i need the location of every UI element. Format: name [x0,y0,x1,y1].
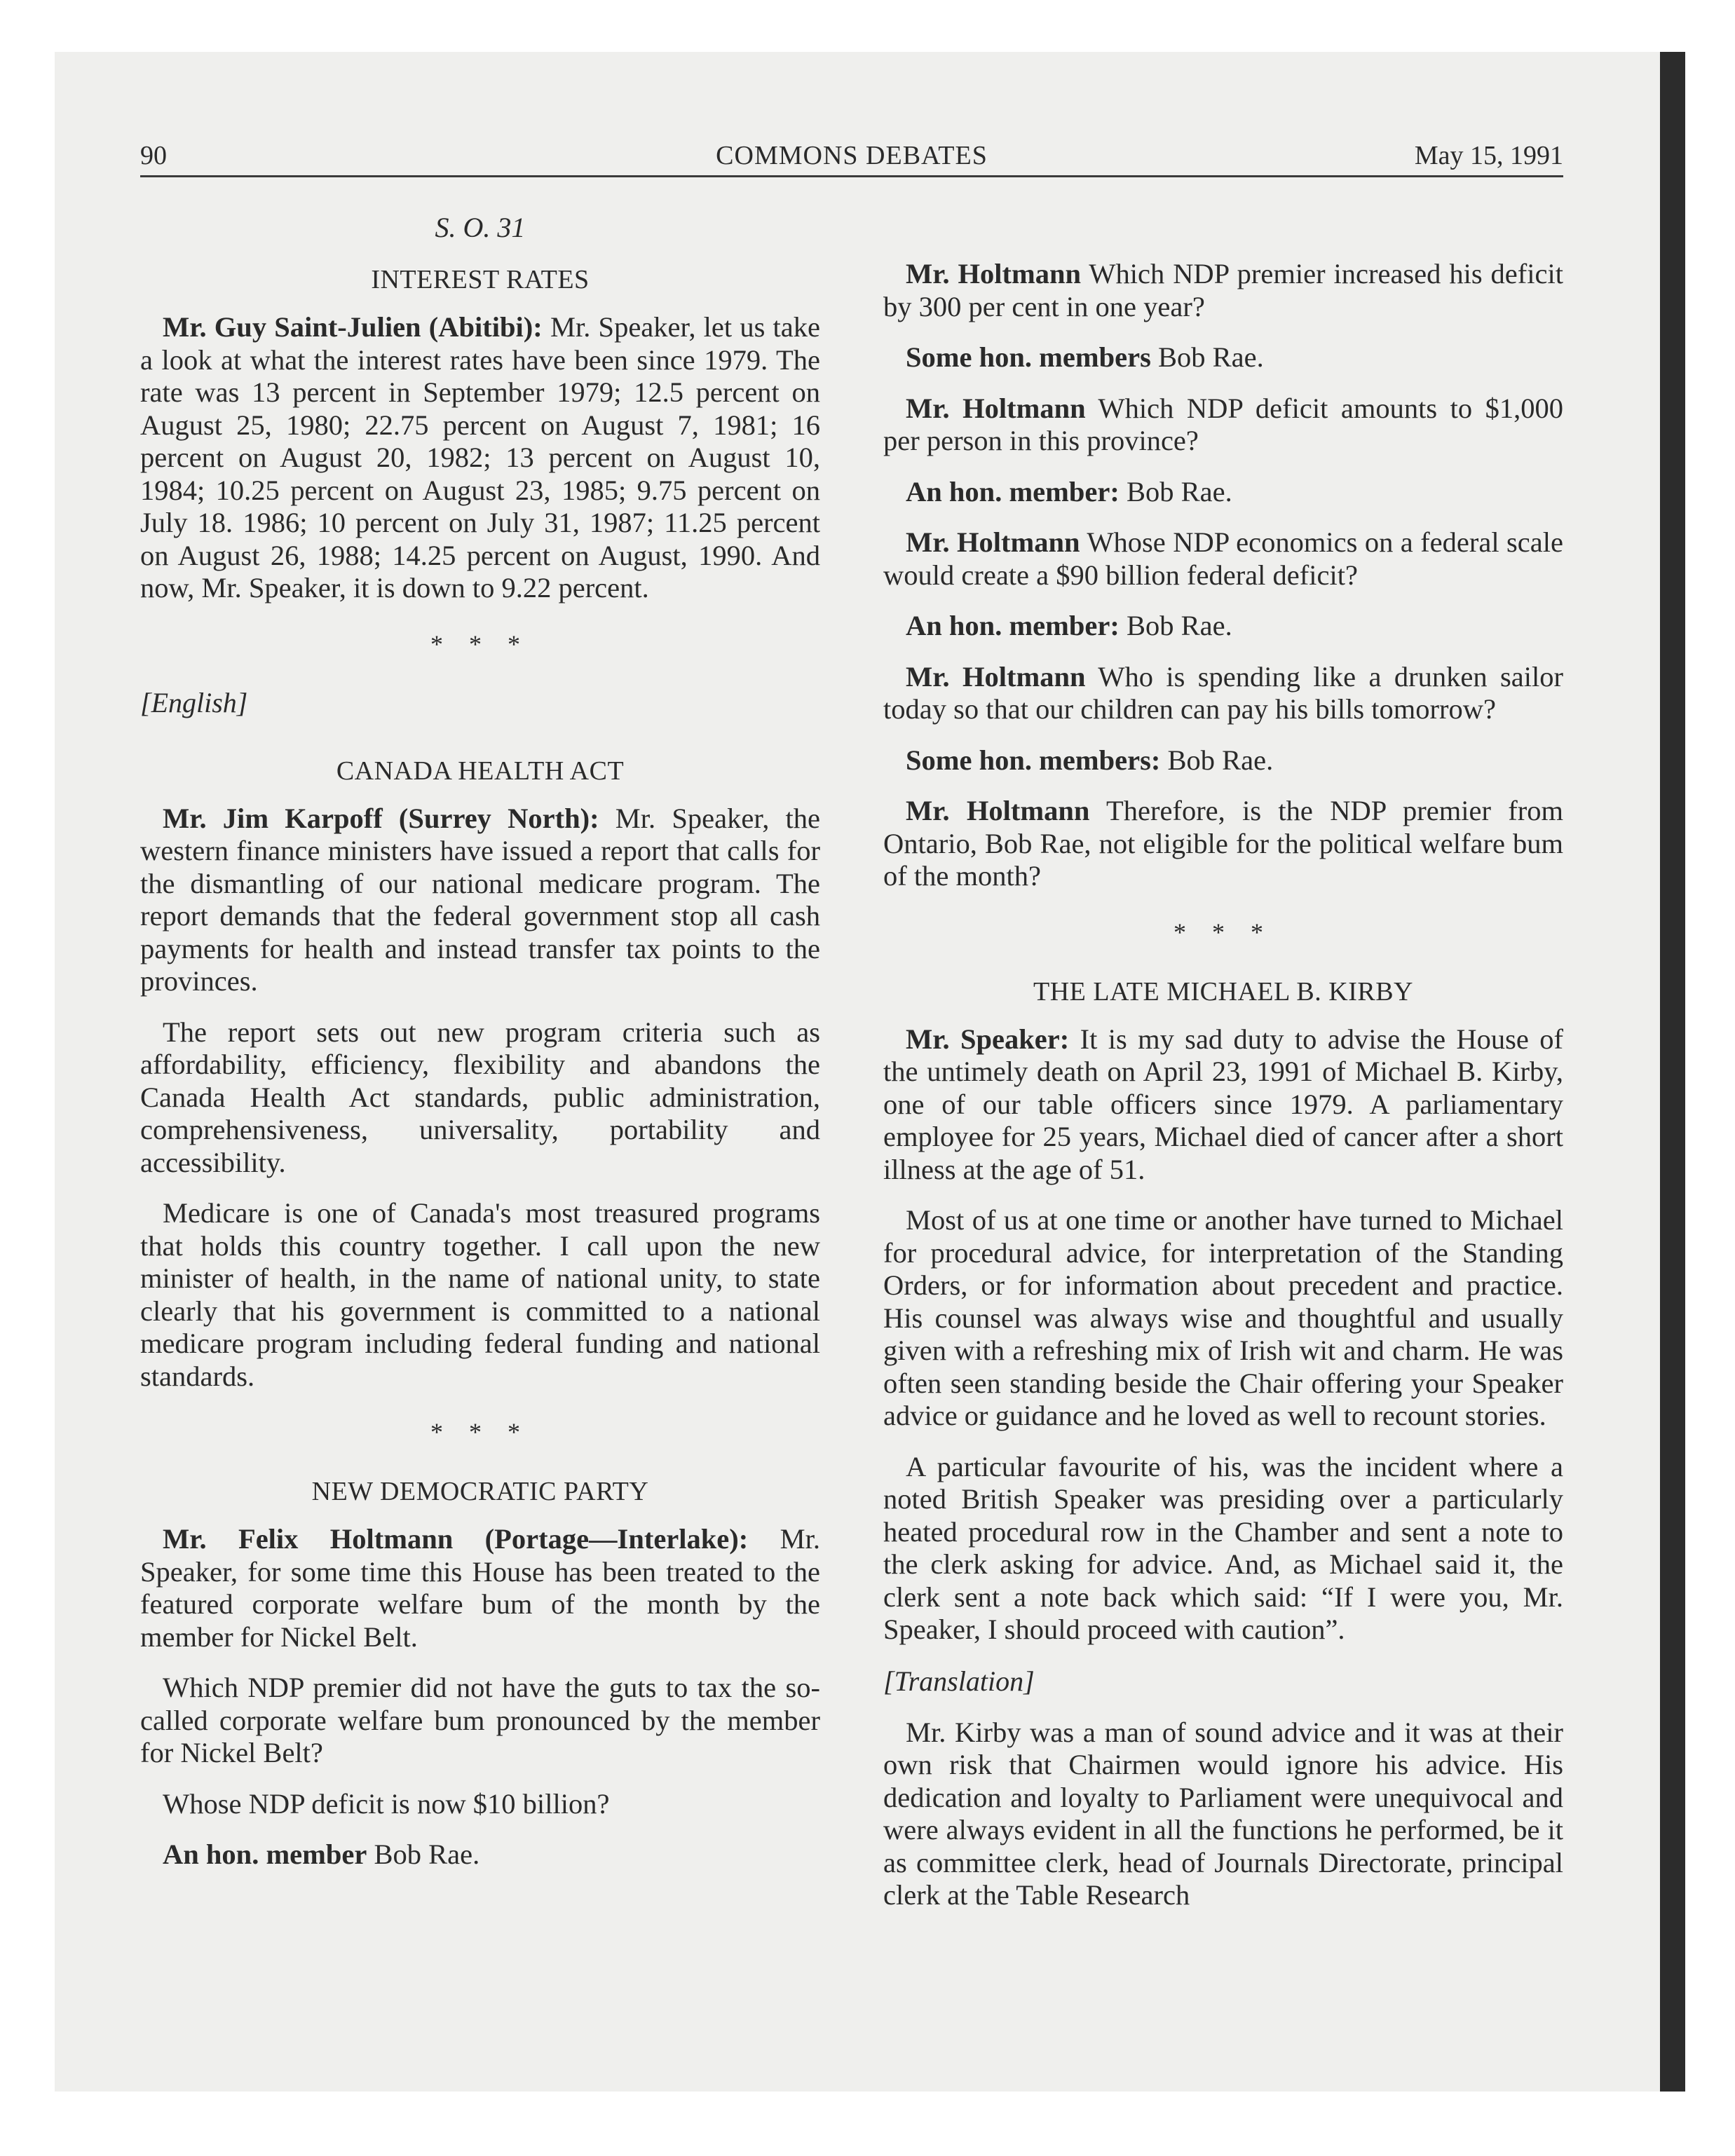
speaker-name: Mr. Holtmann [906,258,1082,289]
publication-date: May 15, 1991 [1414,141,1563,170]
exchange-5: Mr. Holtmann Whose NDP economics on a federal scale would create a $90 billion federal deficit? [883,526,1563,591]
exchange-2: Some hon. members Bob Rae. [906,341,1264,373]
publication-title: COMMONS DEBATES [716,141,988,170]
paragraph-interest-rates: Mr. Guy Saint-Julien (Abitibi): Mr. Speaker, let us take a look at what the interest rates have been since 1979. The rate was 13 percent in September 1979; 12.5 percent on August 25, 1980; 22.75 percent on August 7, 1981; 16 percent on August 20, 1982; 13 percent on August 10, 1984; 10.25 percent on August 23, 1985; 9.75 percent on July 18. 1986; 10 percent on July 31, 1987; 11.25 percent on August 26, 1988; 14.25 percent on August, 1990. And now, Mr. Speaker, it is down to 9.22 percent. [140,311,821,603]
heading-interest-rates: INTEREST RATES [371,265,590,294]
speaker-name: Some hon. members [906,341,1151,373]
page-number: 90 [140,141,167,170]
heading-kirby: THE LATE MICHAEL B. KIRBY [1033,976,1413,1007]
left-column [140,209,820,1890]
page-header [140,137,1563,174]
language-marker: [Translation] [883,1665,1035,1697]
exchange-3: Mr. Holtmann Which NDP deficit amounts to $1,000 per person in this province? [883,392,1563,456]
right-column [883,258,1563,1930]
header-rule [140,175,1563,177]
speaker-name: Mr. Holtmann [906,660,1086,692]
heading-canada-health-act: CANADA HEALTH ACT [336,756,625,786]
speaker-name: Mr. Holtmann [906,795,1090,826]
exchange-1: Mr. Holtmann Which NDP premier increased his deficit by 300 per cent in one year? [883,258,1563,322]
paragraph-kirby-4: Mr. Kirby was a man of sound advice and it was at their own risk that Chairmen would ignore his advice. His dedication and loyalty to Parliament were unequivocal and were always evident in all the functions he performed, be it as committee clerk, head of Journals Directorate, principal clerk at the Table Research [883,1716,1563,1911]
speaker-name: Mr. Jim Karpoff (Surrey North): [163,802,599,834]
paragraph-ndp-1: Mr. Felix Holtmann (Portage—Interlake): Mr. Speaker, for some time this House has been treated to the featured corporate welfare bum of the month by the member for Nickel Belt. [140,1523,821,1653]
section-separator: * * * [1173,917,1273,946]
section-separator: * * * [430,629,530,658]
paragraph-kirby-2: Most of us at one time or another have turned to Michael for procedural advice, for interpretation of the Standing Orders, or for information about precedent and practice. His counsel was always wise and thoughtful and usually given with a refreshing mix of Irish wit and charm. He was often seen standing beside the Chair offering your Speaker advice or guidance and he loved as well to recount stories. [883,1204,1563,1431]
speaker-name: An hon. member: [906,475,1120,507]
exchange-4: An hon. member: Bob Rae. [906,475,1232,507]
paragraph-health-3: Medicare is one of Canada's most treasured programs that holds this country together. I call upon the new minister of health, in the name of national unity, to state clearly that his government is committed to a national medicare program including federal funding and national standards. [140,1197,820,1392]
exchange-9: Mr. Holtmann Therefore, is the NDP premier from Ontario, Bob Rae, not eligible for the political welfare bum of the month? [883,795,1563,892]
speaker-name: Mr. Holtmann [906,392,1086,424]
speaker-name: An hon. member [163,1838,367,1870]
standing-order-label: S. O. 31 [435,212,526,243]
exchange-6: An hon. member: Bob Rae. [906,610,1232,641]
paragraph-kirby-1: Mr. Speaker: It is my sad duty to advise the House of the untimely death on April 23, 1991 of Michael B. Kirby, one of our table officers since 1979. A parliamentary employee for 25 years, Michael died of cancer after a short illness at the age of 51. [883,1023,1564,1185]
paragraph-kirby-3: A particular favourite of his, was the incident where a noted British Speaker was presiding over a particularly heated procedural row in the Chamber and sent a note to the clerk asking for advice. And, as Michael said it, the clerk sent a note back which said: “If I were you, Mr. Speaker, I should proceed with caution”. [883,1450,1563,1645]
paragraph-ndp-3: Whose NDP deficit is now $10 billion? [163,1787,610,1820]
speaker-name: Mr. Speaker: [906,1023,1070,1055]
paragraph-health-2: The report sets out new program criteria such as affordability, efficiency, flexibility and abandons the Canada Health Act standards, public administration, comprehensiveness, universality, portability and accessibility. [140,1016,820,1178]
speaker-name: Mr. Holtmann [906,526,1080,558]
paragraph-health-1: Mr. Jim Karpoff (Surrey North): Mr. Speaker, the western finance ministers have issued a report that calls for the dismantling of our national medicare program. The report demands that the federal government stop all cash payments for health and instead transfer tax points to the provinces. [140,802,820,997]
heading-new-democratic-party: NEW DEMOCRATIC PARTY [311,1477,649,1506]
paragraph-ndp-4: An hon. member Bob Rae. [163,1838,480,1870]
section-separator: * * * [430,1418,530,1446]
exchange-7: Mr. Holtmann Who is spending like a drunken sailor today so that our children can pay his bills tomorrow? [883,660,1563,725]
speaker-name: Some hon. members: [906,744,1161,776]
speaker-name: Mr. Felix Holtmann (Portage—Interlake): [163,1523,749,1555]
language-marker: [English] [140,686,248,718]
speaker-name: Mr. Guy Saint-Julien (Abitibi): [163,311,543,343]
speaker-name: An hon. member: [906,610,1120,641]
exchange-8: Some hon. members: Bob Rae. [906,744,1274,776]
page-edge-shadow [1660,52,1685,2092]
paragraph-ndp-2: Which NDP premier did not have the guts to tax the so-called corporate welfare bum pronounced by the member for Nickel Belt? [140,1672,820,1768]
